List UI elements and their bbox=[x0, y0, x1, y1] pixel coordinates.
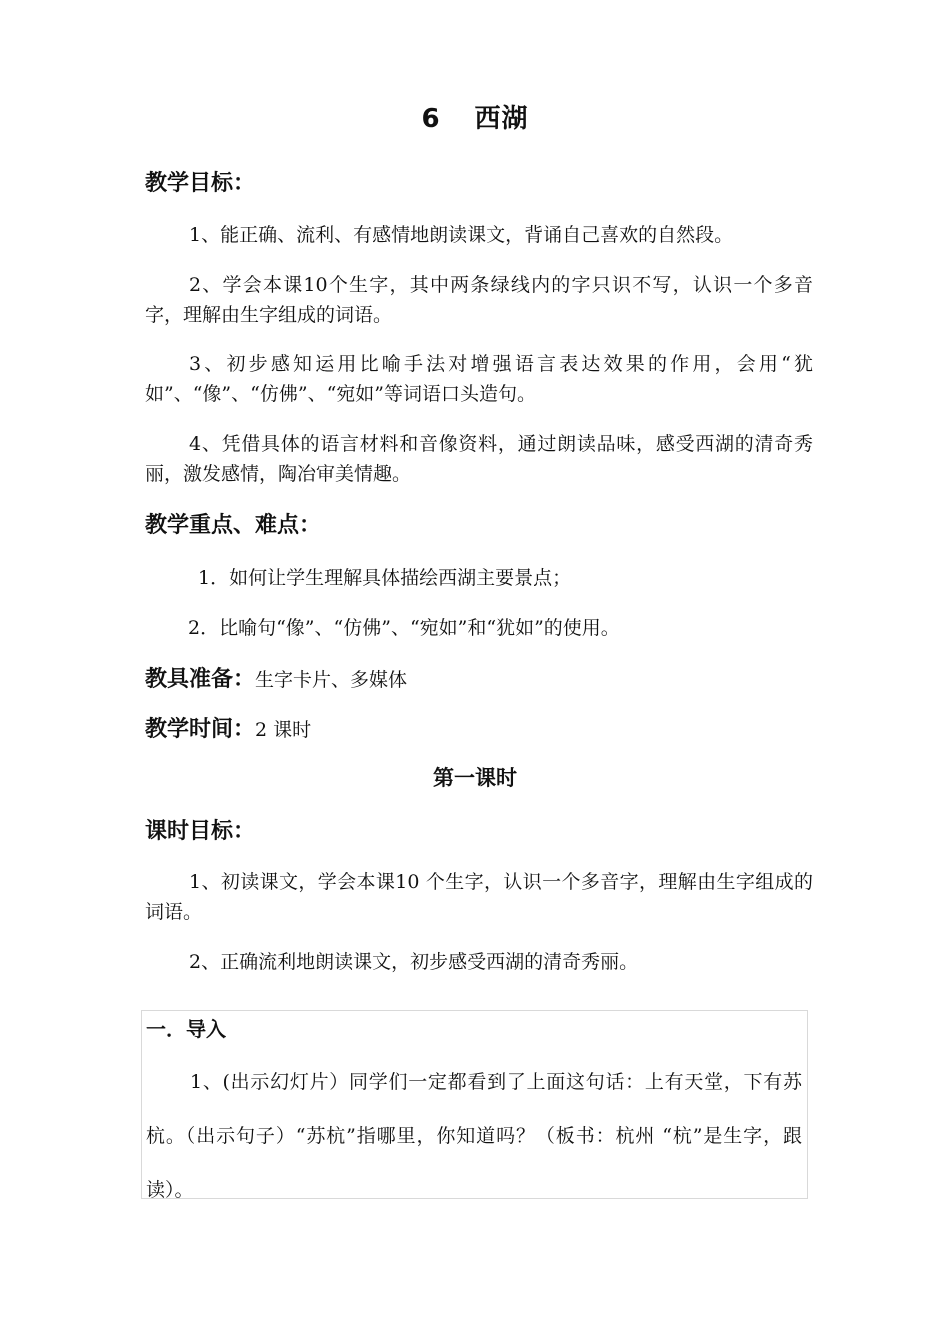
key-point-item: 1．如何让学生理解具体描绘西湖主要景点； bbox=[198, 567, 572, 589]
lesson1-goal-item: 2、正确流利地朗读课文，初步感受西湖的清奇秀丽。 bbox=[189, 951, 639, 973]
key-points-heading: 教学重点、难点： bbox=[145, 513, 322, 538]
teaching-goal-item: 4、凭借具体的语言材料和音像资料，通过朗读品味，感受西湖的清奇秀丽，激发感情，陶冶审美情趣。 bbox=[145, 433, 813, 485]
section-intro-heading: 一．导入 bbox=[146, 1017, 226, 1041]
lesson-title bbox=[0, 98, 950, 135]
materials-label: 教具准备： bbox=[145, 667, 256, 692]
time-row bbox=[145, 712, 311, 743]
materials-row bbox=[145, 662, 407, 693]
time-value: 2 课时 bbox=[255, 719, 312, 741]
materials-value: 生字卡片、多媒体 bbox=[255, 669, 408, 691]
teaching-goals-heading: 教学目标： bbox=[145, 171, 256, 196]
section-intro-paragraph: 1、(出示幻灯片）同学们一定都看到了上面这句话：上有天堂，下有苏杭。（出示句子）“苏杭”指哪里，你知道吗？（板书：杭州 “杭”是生字，跟读）。 bbox=[146, 1071, 802, 1201]
lesson-title-text: 西湖 bbox=[474, 104, 529, 134]
section-intro-box bbox=[141, 1010, 808, 1199]
lesson1-heading: 第一课时 bbox=[433, 766, 517, 790]
key-point-item: 2．比喻句“像”、“仿佛”、“宛如”和“犹如”的使用。 bbox=[188, 617, 620, 639]
time-label: 教学时间： bbox=[145, 717, 256, 742]
teaching-goal-item: 1、能正确、流利、有感情地朗读课文，背诵自己喜欢的自然段。 bbox=[189, 224, 734, 246]
lesson1-goals-heading: 课时目标： bbox=[145, 819, 256, 844]
teaching-goal-item: 3、初步感知运用比喻手法对增强语言表达效果的作用，会用“犹如”、“像”、“仿佛”、“宛如”等词语口头造句。 bbox=[145, 353, 813, 405]
teaching-goal-item: 2、学会本课10个生字，其中两条绿线内的字只识不写，认识一个多音字，理解由生字组成的词语。 bbox=[145, 274, 813, 326]
lesson1-goal-item: 1、初读课文，学会本课10 个生字，认识一个多音字，理解由生字组成的词语。 bbox=[145, 871, 813, 923]
lesson-number: 6 bbox=[421, 104, 441, 134]
